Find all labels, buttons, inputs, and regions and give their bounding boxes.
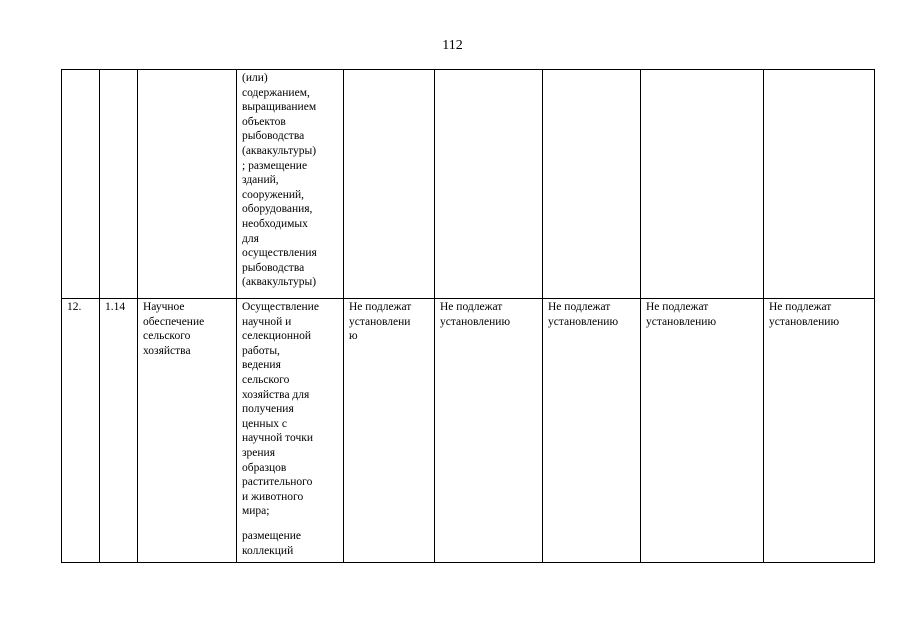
description-part-1: Осуществление научной и селекционной работы, ведения сельского хозяйства для получения ценных с научной точки зрения образцов растительного и животного мира; <box>242 301 319 518</box>
cell-col5 <box>344 70 435 299</box>
cell-col6: Не подлежат установлению <box>435 299 543 563</box>
cell-code <box>100 70 138 299</box>
cell-code: 1.14 <box>100 299 138 563</box>
cell-name <box>138 70 237 299</box>
cell-description <box>237 299 344 563</box>
cell-name: Научное обеспечение сельского хозяйства <box>138 299 237 563</box>
cell-description: (или) содержанием, выращиванием объектов рыбоводства (аквакультуры) ; размещение зданий, сооружений, оборудования, необходимых для осуществления рыбоводства (аквакультуры) <box>237 70 344 299</box>
table-row-continued <box>62 70 875 299</box>
cell-col7 <box>543 70 641 299</box>
cell-col5: Не подлежат установлени ю <box>344 299 435 563</box>
cell-col9 <box>764 70 875 299</box>
cell-col8 <box>641 70 764 299</box>
cell-col6 <box>435 70 543 299</box>
description-part-2: размещение коллекций <box>242 529 301 557</box>
cell-col9: Не подлежат установлению <box>764 299 875 563</box>
cell-col8: Не подлежат установлению <box>641 299 764 563</box>
regulations-table <box>61 69 875 563</box>
cell-number <box>62 70 100 299</box>
cell-number: 12. <box>62 299 100 563</box>
page-number: 112 <box>442 38 463 53</box>
cell-col7: Не подлежат установлению <box>543 299 641 563</box>
table-row-12 <box>62 299 875 563</box>
